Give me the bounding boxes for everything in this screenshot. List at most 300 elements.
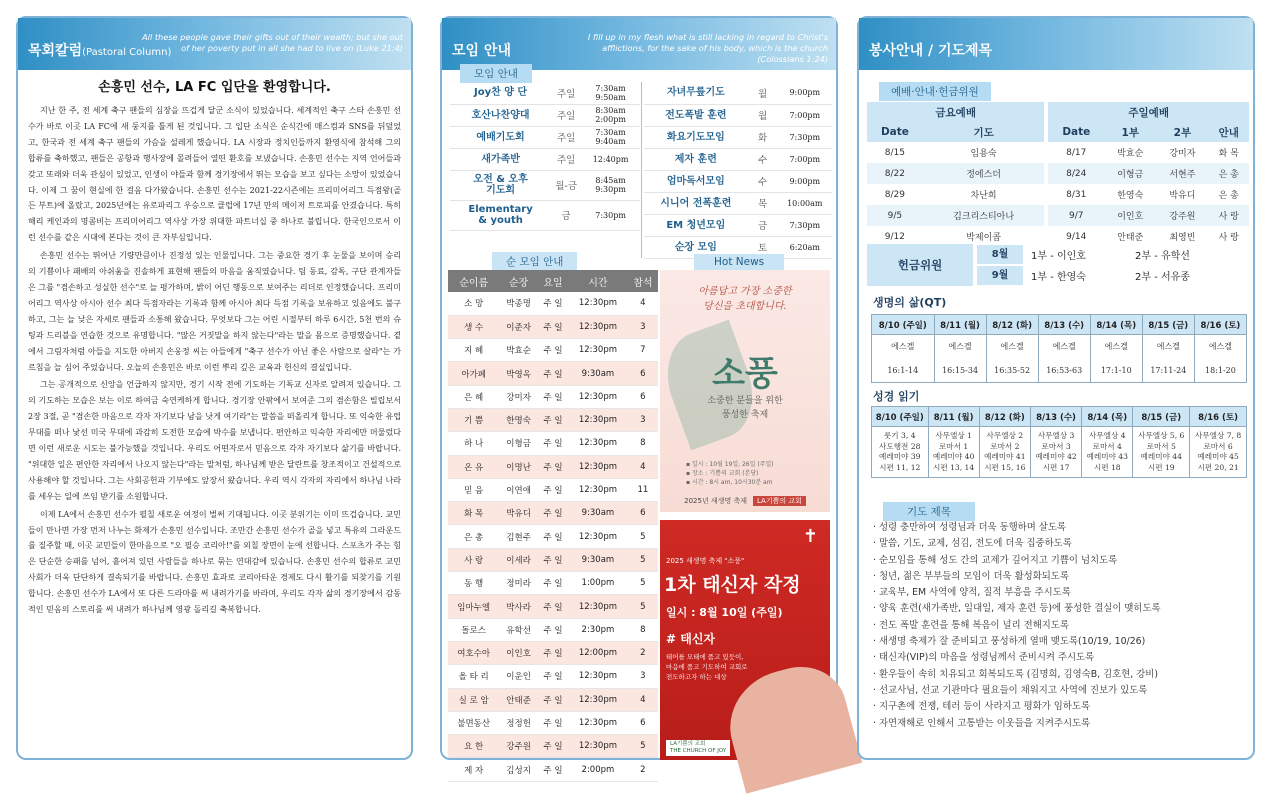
soon-table xyxy=(448,270,658,782)
soon-cell: 주 일 xyxy=(538,595,568,618)
meeting-row xyxy=(644,148,832,170)
soon-cell: 주 일 xyxy=(538,525,568,548)
prayer-text: 환우들이 속히 치유되고 회복되도록 (김명희, 김영숙B, 김호현, 강비) xyxy=(878,668,1158,680)
meeting-day: 금 xyxy=(551,200,581,230)
meeting-time: 7:30pm xyxy=(778,126,832,148)
service-cell: 9/12 xyxy=(884,231,906,242)
qt-day: 8/14 (목) xyxy=(1090,315,1142,335)
soon-row xyxy=(448,385,658,408)
qt-book: 에스겔 xyxy=(1142,335,1194,359)
meeting-name: EM 청년모임 xyxy=(644,214,748,236)
meeting-time: 7:30am 9:50am xyxy=(581,82,640,104)
meeting-name: 엄마독서모임 xyxy=(644,170,748,192)
bible-day: 8/10 (주일) xyxy=(872,407,929,427)
soon-cell: 사 랑 xyxy=(448,548,499,571)
soon-cell: 6 xyxy=(628,502,658,525)
meeting-name: 제자 훈련 xyxy=(644,148,748,170)
service-cell: 9/14 xyxy=(1066,231,1087,242)
soon-row xyxy=(448,711,658,734)
meeting-day: 수 xyxy=(748,170,778,192)
soon-cell: 1:00pm xyxy=(568,572,628,595)
article-paragraph: 지난 한 주, 전 세계 축구 팬들의 심장을 뜨겁게 달군 소식이 있었습니다. 세계적인 축구 스타 손흥민 선수가 바로 이곳 LA FC에 새 둥지를 틀게 된 것입니다. 그 입단 소식은 순식간에 매스컴과 SNS를 뒤덮었고, 한국과 전 세계 축구 팬들의 가슴을 설레게 했습니다. LA 시장과 정치인들까지 환영식에 참석해 그의 합류를 축하했고, 팬들은 공항과 행사장에 몰려들어 열띤 환호를 보냈습니다. 손흥민 선수는 지역 언어들과 갖고 또래와 더욱 관심이 있었고, 인생이 야들과 함께 경기장에서 뛰는 모습을 보고 싶다는 소망이 있었습니다. 이제 그 꿈이 현실에 한 걸음 다가왔습니다. 손흥민 선수는 2021-22시즌에는 프리미어리그 득점왕(골든 부트)에 올랐고, 2025년에는 유로파리그 우승으로 클럽에 17년 만의 메이저 트로피를 안겼습니다. 특히 해리 케인과의 명콤비는 프리미어리그 역사상 가장 위대한 파트너십 중 하나로 불립니다. 한국인으로서 이런 선수를 같은 시대에 본다는 것이 큰 자부심입니다. xyxy=(28,106,401,243)
soon-cell: 12:30pm xyxy=(568,432,628,455)
soon-cell: 주 일 xyxy=(538,665,568,688)
soon-cell: 6 xyxy=(628,385,658,408)
soon-cell: 동 행 xyxy=(448,572,499,595)
soon-cell: 5 xyxy=(628,595,658,618)
soon-cell: 믿 음 xyxy=(448,478,499,501)
soon-row xyxy=(448,525,658,548)
prayer-item xyxy=(873,536,1245,552)
meeting-name: 새가족반 xyxy=(450,148,551,170)
offering-label: 헌금위원 xyxy=(867,244,973,286)
service-cell: 한영숙 xyxy=(1117,191,1144,201)
service-cell: 9/7 xyxy=(1048,205,1104,226)
service-row xyxy=(867,163,1249,184)
poster-tagline: 아름답고 가장 소중한 당신을 초대합니다. xyxy=(698,286,792,312)
soon-cell: 9:30am xyxy=(568,548,628,571)
soon-cell: 주 일 xyxy=(538,408,568,431)
soon-label: 순 모임 안내 xyxy=(492,250,577,271)
prayer-label: 기도 제목 xyxy=(883,500,975,521)
prayer-text: 전도 폭발 훈련을 통해 복음이 널리 전해지도록 xyxy=(878,619,1069,631)
soon-header: 시간 xyxy=(568,270,628,292)
qt-day: 8/15 (금) xyxy=(1142,315,1194,335)
prayer-item xyxy=(873,553,1245,569)
service-cell: 안태준 xyxy=(1117,233,1144,243)
bullet-icon: · xyxy=(873,636,879,648)
soon-cell: 화 목 xyxy=(448,502,499,525)
service-cell: 8/31 xyxy=(1066,189,1087,200)
soon-cell: 9:30am xyxy=(568,362,628,385)
soon-cell: 12:30pm xyxy=(568,385,628,408)
poster2-title: 1차 태신자 작정 xyxy=(664,574,801,596)
poster-footer: 2025년 새생명 축제 LA기쁨의 교회 xyxy=(660,496,830,506)
soon-cell: 2 xyxy=(628,758,658,781)
qt-day: 8/11 (월) xyxy=(934,315,986,335)
bible-reading: 사무엘상 1 로마서 1 예레미야 40 시편 13, 14 xyxy=(928,427,979,478)
meeting-row xyxy=(644,104,832,126)
qt-book: 에스겔 xyxy=(986,335,1038,359)
soon-row xyxy=(448,665,658,688)
meeting-row xyxy=(644,214,832,236)
pastoral-column-panel xyxy=(16,16,413,760)
soon-cell: 주 일 xyxy=(538,688,568,711)
soon-cell: 제 자 xyxy=(448,758,499,781)
prayer-text: 교육부, EM 사역에 양적, 질적 부흥을 주시도록 xyxy=(878,587,1071,599)
soon-cell: 6 xyxy=(628,362,658,385)
meeting-time: 6:20am xyxy=(778,236,832,258)
bible-day: 8/14 (목) xyxy=(1082,407,1133,427)
article-paragraph: 이제 LA에서 손흥민 선수가 펼칠 새로운 여정이 벌써 기대됩니다. 이곳 분위기는 이미 뜨겁습니다. 교민들이 만나면 가장 먼저 나누는 화제가 손흥민 선수입니다. 조만간 손흥민 선수가 골을 넣고 특유의 그라운드를 질주할 때, 이곳 교민들이 한마음으로 "오 필승 코리아!"를 외칠 장면이 눈에 선합니다. 스포츠가 주는 힘은 단순한 승패를 넘어, 흩어져 있던 사람들을 하나로 묶는 연대감에 있습니다. 손흥민 선수의 합류로 교민 사회가 더욱 단단하게 결속되기를 바랍니다. 손흥민 효과로 코리아타운 경제도 다시 활기를 되찾기를 기원합니다. 손흥민 선수가 LA에서 또 다른 드라마를 써 내려가기를 바라며, 우리도 각자 삶의 경기장에서 감동적인 믿음의 스토리를 써 내려가 하나님께 영광 돌리길 축복합니다. xyxy=(28,509,401,615)
bullet-icon: · xyxy=(873,522,879,533)
bullet-icon: · xyxy=(873,619,879,631)
bible-table xyxy=(871,406,1247,478)
meetings-left-table xyxy=(450,82,640,231)
soon-cell: 4 xyxy=(628,688,658,711)
bible-reading: 사무엘상 7, 8 로마서 6 예레미야 45 시편 20, 21 xyxy=(1190,427,1247,478)
bible-label: 성경 읽기 xyxy=(873,390,920,403)
poster2-tag: # 태신자 xyxy=(666,632,716,646)
soon-cell: 실 로 암 xyxy=(448,688,499,711)
soon-cell: 박사라 xyxy=(499,595,538,618)
soon-cell: 8 xyxy=(628,432,658,455)
prayer-list xyxy=(873,520,1245,732)
divider xyxy=(641,82,642,258)
prayer-item xyxy=(873,585,1245,601)
meeting-time: 7:30am 9:40am xyxy=(581,126,640,148)
service-cell: 화 목 xyxy=(1218,149,1239,159)
service-cell: 8/29 xyxy=(884,189,906,200)
soon-row xyxy=(448,735,658,758)
prayer-item xyxy=(873,683,1245,699)
soon-cell: 2 xyxy=(628,641,658,664)
meeting-row xyxy=(644,126,832,148)
bible-day: 8/16 (토) xyxy=(1190,407,1247,427)
prayer-text: 선교사님, 선교 기관마다 필요들이 채워지고 사역에 진보가 있도록 xyxy=(878,684,1148,696)
soon-cell: 12:30pm xyxy=(568,595,628,618)
prayer-text: 순모임을 통해 성도 간의 교제가 깊어지고 기쁨이 넘치도록 xyxy=(878,554,1118,566)
qt-ref: 16:53-63 xyxy=(1038,359,1090,383)
column-header xyxy=(18,18,411,70)
prayer-item xyxy=(873,569,1245,585)
service-cell: 차난희 xyxy=(970,191,997,201)
soon-cell: 온 유 xyxy=(448,455,499,478)
soon-cell: 주 일 xyxy=(538,572,568,595)
service-row xyxy=(867,142,1249,163)
prayer-text: 성령 충만하여 성령님과 더욱 동행하며 살도록 xyxy=(878,522,1066,533)
soon-cell: 주 일 xyxy=(538,735,568,758)
soon-cell: 정정헌 xyxy=(499,711,538,734)
soon-cell: 주 일 xyxy=(538,432,568,455)
soon-row xyxy=(448,548,658,571)
prayer-item xyxy=(873,650,1245,666)
service-cell: 은 총 xyxy=(1208,163,1249,184)
soon-cell: 12:30pm xyxy=(568,408,628,431)
service-cell: 8/17 xyxy=(1066,147,1087,158)
qt-table xyxy=(871,314,1247,383)
meeting-name: 예배기도회 xyxy=(450,126,551,148)
meeting-row xyxy=(644,82,832,104)
meeting-row xyxy=(644,170,832,192)
qt-day: 8/16 (토) xyxy=(1194,315,1246,335)
offering-second: 2부 - 서유종 xyxy=(1135,272,1190,283)
meeting-day: 금 xyxy=(748,214,778,236)
meeting-name: 순장 모임 xyxy=(644,236,748,258)
soon-cell: 이인호 xyxy=(499,641,538,664)
meeting-row xyxy=(450,200,640,230)
bullet-icon: · xyxy=(873,701,879,713)
service-cell: 은 총 xyxy=(1218,191,1239,201)
meeting-name: Elementary & youth xyxy=(450,200,551,230)
meeting-time: 7:00pm xyxy=(778,104,832,126)
qt-day: 8/12 (화) xyxy=(986,315,1038,335)
meeting-row xyxy=(450,126,640,148)
bullet-icon: · xyxy=(873,652,879,664)
soon-cell: 주 일 xyxy=(538,478,568,501)
soon-cell: 12:30pm xyxy=(568,478,628,501)
soon-cell: 이형금 xyxy=(499,432,538,455)
soon-cell: 주 일 xyxy=(538,711,568,734)
soon-cell: 김성지 xyxy=(499,758,538,781)
qt-book: 에스겔 xyxy=(1090,335,1142,359)
poster2-date: 일시 : 8월 10일 (주일) xyxy=(666,606,783,619)
meeting-row xyxy=(450,82,640,104)
bible-reading: 룻기 3, 4 사도행전 28 예레미야 39 시편 11, 12 xyxy=(872,427,929,478)
soon-cell: 주 일 xyxy=(538,455,568,478)
bible-day: 8/11 (월) xyxy=(928,407,979,427)
service-panel xyxy=(857,16,1255,760)
meeting-row xyxy=(450,148,640,170)
prayer-item xyxy=(873,634,1245,650)
soon-cell: 12:30pm xyxy=(568,688,628,711)
soon-cell: 여호수아 xyxy=(448,641,499,664)
qt-ref: 16:15-34 xyxy=(934,359,986,383)
soon-cell: 박효순 xyxy=(499,339,538,362)
meeting-name: 자녀무릎기도 xyxy=(644,82,748,104)
soon-cell: 박종명 xyxy=(499,292,538,315)
bullet-icon: · xyxy=(873,603,879,615)
prayer-item xyxy=(873,520,1245,536)
service-header-cell: 안내 xyxy=(1208,122,1249,142)
offering-second: 2부 - 유학선 xyxy=(1135,251,1190,262)
service-cell: 정에스더 xyxy=(923,163,1045,184)
soon-cell: 기 쁨 xyxy=(448,408,499,431)
offering-list xyxy=(977,244,1247,286)
meeting-name: 오전 & 오후 기도회 xyxy=(450,170,551,200)
soon-cell: 소 망 xyxy=(448,292,499,315)
soon-cell: 유학선 xyxy=(499,618,538,641)
soon-cell: 이연애 xyxy=(499,478,538,501)
soon-row xyxy=(448,758,658,781)
bullet-icon: · xyxy=(873,684,879,696)
soon-cell: 불면동산 xyxy=(448,711,499,734)
soon-cell: 12:30pm xyxy=(568,315,628,338)
soon-cell: 12:30pm xyxy=(568,735,628,758)
soon-cell: 주 일 xyxy=(538,339,568,362)
soon-row xyxy=(448,595,658,618)
qt-book: 에스겔 xyxy=(1194,335,1246,359)
soon-cell: 5 xyxy=(628,525,658,548)
meeting-day: 주일 xyxy=(551,104,581,126)
service-header-cell: Date xyxy=(867,122,923,142)
meeting-time: 7:00pm xyxy=(778,148,832,170)
meeting-title: 모임 안내 xyxy=(452,43,511,59)
service-title: 봉사안내 / 기도제목 xyxy=(869,43,993,59)
prayer-text: 말씀, 기도, 교제, 섬김, 전도에 더욱 집중하도록 xyxy=(878,538,1072,550)
soon-cell: 12:00pm xyxy=(568,641,628,664)
soon-header: 참석 xyxy=(628,270,658,292)
soon-header: 요일 xyxy=(538,270,568,292)
friday-label: 금요예배 xyxy=(867,102,1044,122)
qt-book: 에스겔 xyxy=(872,335,935,359)
soon-cell: 2:30pm xyxy=(568,618,628,641)
bible-reading: 사무엘상 4 로마서 4 예레미야 43 시편 18 xyxy=(1082,427,1133,478)
meeting-name: 시니어 전폭훈련 xyxy=(644,192,748,214)
bible-reading: 사무엘상 3 로마서 3 예레미야 42 시편 17 xyxy=(1030,427,1081,478)
service-row xyxy=(867,184,1249,205)
qt-ref: 16:1-14 xyxy=(872,359,935,383)
soon-cell: 강주원 xyxy=(499,735,538,758)
column-title: 목회칼럼(Pastoral Column) xyxy=(28,43,172,59)
bible-day: 8/13 (수) xyxy=(1030,407,1081,427)
bible-reading: 사무엘상 5, 6 로마서 5 예레미야 44 시편 19 xyxy=(1133,427,1190,478)
meeting-time: 8:30am 2:00pm xyxy=(581,104,640,126)
soon-cell: 김현주 xyxy=(499,525,538,548)
bullet-icon: · xyxy=(873,554,879,566)
prayer-item xyxy=(873,699,1245,715)
soon-row xyxy=(448,688,658,711)
service-header-cell: Date xyxy=(1048,122,1104,142)
meeting-panel xyxy=(440,16,838,776)
meeting-day: 주일 xyxy=(551,126,581,148)
prayer-item xyxy=(873,667,1245,683)
offering-row xyxy=(977,244,1247,265)
soon-cell: 주 일 xyxy=(538,362,568,385)
soon-row xyxy=(448,432,658,455)
column-verse: All these people gave their gifts out of their wealth; but she out of her poverty put in all she had to live on (Luke 21:4) xyxy=(142,32,403,53)
soon-cell: 3 xyxy=(628,408,658,431)
soon-cell: 주 일 xyxy=(538,641,568,664)
soon-cell: 12:30pm xyxy=(568,292,628,315)
article-paragraph: 손흥민 선수는 뛰어난 기량만큼이나 진정성 있는 인물입니다. 그는 중요한 경기 후 눈물을 보이며 승리의 기쁨이나 패배의 아쉬움을 진솔하게 표현해 팬들의 마음을 움직였습니다. 팀 동료, 감독, 구단 관계자들은 그를 "겸손하고 성실한 선수"로 늘 평가하며, 밝이 어딘 행동으로 보여주는 리더로 인정했습니다. 프리미어리그 역사상 아시아 선수 최다 득점자라는 기록과 함께 아시아 최다 득점 기록을 보유하고 있음에도 불구하고, 그는 늘 낮은 자세로 팬들과 소통해 왔습니다. 무엇보다 그는 어린 시절부터 하루 6시간, 5천 번의 슈팅과 드리블을 연습한 것으로 유명합니다. "많은 거짓말을 하지 않는다"라는 말을 몸으로 증명했습니다. 곁에서 그림자처럼 아들을 지도한 아버지 손웅정 씨는 아들에게 "축구 선수가 아닌 좋은 사람으로 살라"는 가르침을 늘 심어 주었습니다. 오늘의 손흥민은 바로 이런 뿌리 깊은 교육과 헌신의 결실입니다. xyxy=(28,251,401,372)
soon-cell: 5 xyxy=(628,572,658,595)
soon-cell: 9:30am xyxy=(568,502,628,525)
meeting-day: 수 xyxy=(748,148,778,170)
soon-cell: 요 한 xyxy=(448,735,499,758)
qt-ref: 17:11-24 xyxy=(1142,359,1194,383)
soon-cell: 12:30pm xyxy=(568,711,628,734)
soon-cell: 이준자 xyxy=(499,315,538,338)
soon-cell: 은 혜 xyxy=(448,385,499,408)
soon-cell: 이운인 xyxy=(499,665,538,688)
service-cell: 박유디 xyxy=(1169,191,1196,201)
bullet-icon: · xyxy=(873,668,879,680)
meetings-right-table xyxy=(644,82,832,259)
meeting-time: 8:45am 9:30pm xyxy=(581,170,640,200)
meeting-day: 월 xyxy=(748,82,778,104)
qt-ref: 18:1-20 xyxy=(1194,359,1246,383)
poster-info: ▪ 일시 : 10월 19일, 26일 (주일) ▪ 장소 : 기쁨의 교회 (본당) ▪ 시간 : 8시 am, 10시30분 am xyxy=(686,461,774,486)
soon-row xyxy=(448,641,658,664)
meeting-day: 토 xyxy=(748,236,778,258)
meeting-label: 모임 안내 xyxy=(460,62,532,83)
service-cell: 임용숙 xyxy=(970,149,997,159)
soon-cell: 아가페 xyxy=(448,362,499,385)
poster2-church: LA기쁨의 교회 THE CHURCH OF JOY xyxy=(666,740,730,756)
offering-row xyxy=(977,265,1247,286)
offering-first: 1부 - 한영숙 xyxy=(1031,272,1086,283)
prayer-text: 자연재해로 인해서 고통받는 이웃들을 지켜주시도록 xyxy=(878,717,1091,729)
prayer-text: 지구촌에 전쟁, 테러 등이 사라지고 평화가 임하도록 xyxy=(878,701,1091,713)
service-cell: 박제이콥 xyxy=(966,233,1001,243)
meeting-name: 화요기도모임 xyxy=(644,126,748,148)
service-cell: 이인호 xyxy=(1104,205,1156,226)
meeting-day: 주일 xyxy=(551,82,581,104)
article-paragraph: 그는 공개적으로 신앙을 언급하지 않지만, 경기 시작 전에 기도하는 기독교 신자로 알려져 있습니다. 그의 기도하는 모습은 보는 이로 하여금 숙연케하게 합니다. 경기장 안팎에서 보여준 그의 겸손함은 빌립보서 2장 3절, 곧 "겸손한 마음으로 각자 자기보다 남을 낫게 여기라"는 말씀을 떠올리게 합니다. 또 익숙한 유럽 무대를 떠나 낯선 미국 무대에 과감히 도전한 모습에 박수를 보냅니다. 편안하고 익숙한 자리에만 머물렀다면 이런 새로운 시도는 불가능했을 것입니다. 우리도 어떤자로서 믿음으로 각자 자기보다 삶기를 바랍니다. "위대한 일은 편안한 자리에서 나오지 않는다"라는 말처럼, 하나님께 받은 달란트를 창조적이고 건설적으로 사용해야 할 것입니다. 그는 사회공헌과 기부에도 앞장서 왔습니다. 우리 역시 각자의 자리에서 하나님 나라를 세우는 일에 쓰임 받기를 소원합니다. xyxy=(28,380,401,501)
soon-cell: 하 나 xyxy=(448,432,499,455)
soon-cell: 박유디 xyxy=(499,502,538,525)
service-cell: 강주원 xyxy=(1156,205,1208,226)
soon-cell: 주 일 xyxy=(538,315,568,338)
meeting-time: 10:00am xyxy=(778,192,832,214)
soon-cell: 주 일 xyxy=(538,385,568,408)
prayer-text: 태신자(VIP)의 마음을 성령님께서 준비시켜 주시도록 xyxy=(878,652,1095,664)
meeting-time: 9:00pm xyxy=(778,82,832,104)
soon-row xyxy=(448,339,658,362)
qt-book: 에스겔 xyxy=(1038,335,1090,359)
soon-cell: 은 총 xyxy=(448,525,499,548)
soon-row xyxy=(448,572,658,595)
article-title: 손흥민 선수, LA FC 입단을 환영합니다. xyxy=(98,80,331,95)
service-cell: 김크리스티아나 xyxy=(923,205,1045,226)
soon-cell: 안태준 xyxy=(499,688,538,711)
soon-row xyxy=(448,502,658,525)
service-cell: 최영빈 xyxy=(1169,233,1196,243)
meeting-row xyxy=(450,170,640,200)
prayer-item xyxy=(873,601,1245,617)
service-cell: 서현주 xyxy=(1156,163,1208,184)
soon-cell: 돌로스 xyxy=(448,618,499,641)
soon-cell: 5 xyxy=(628,548,658,571)
qt-book: 에스겔 xyxy=(934,335,986,359)
soon-row xyxy=(448,292,658,315)
soon-cell: 주 일 xyxy=(538,548,568,571)
soon-row xyxy=(448,362,658,385)
meeting-name: Joy찬 양 단 xyxy=(450,82,551,104)
service-cell: 9/5 xyxy=(867,205,923,226)
soon-cell: 12:30pm xyxy=(568,665,628,688)
poster-sub: 소중한 분들을 위한 풍성한 축제 xyxy=(707,396,783,420)
prayer-item xyxy=(873,716,1245,732)
service-row xyxy=(867,205,1249,226)
soon-cell: 5 xyxy=(628,735,658,758)
soon-cell: 8 xyxy=(628,618,658,641)
soon-cell: 올 타 리 xyxy=(448,665,499,688)
poster2-top: 2025 새생명 축제 "소풍" xyxy=(666,557,745,565)
offering-first: 1부 - 이인호 xyxy=(1031,251,1086,262)
qt-ref: 16:35-52 xyxy=(986,359,1038,383)
soon-cell: 3 xyxy=(628,665,658,688)
taesinja-poster[interactable] xyxy=(660,520,830,760)
poster2-desc: 태어를 모태에 품고 있듯이, 마음에 품고 기도하여 교회로 전도하고자 하는 대상 xyxy=(666,653,748,681)
soon-cell: 강미자 xyxy=(499,385,538,408)
bullet-icon: · xyxy=(873,538,879,550)
soon-cell: 4 xyxy=(628,455,658,478)
soon-row xyxy=(448,618,658,641)
prayer-text: 새생명 축제가 잘 준비되고 풍성하게 열매 맺도록(10/19, 10/26) xyxy=(878,636,1146,648)
meeting-time: 7:30pm xyxy=(778,214,832,236)
cross-icon: ✝ xyxy=(802,526,818,547)
meeting-time: 7:30pm xyxy=(581,200,640,230)
festival-poster[interactable] xyxy=(660,270,830,512)
service-cell: 사 랑 xyxy=(1208,205,1249,226)
service-header-cell: 2부 xyxy=(1156,122,1208,142)
meeting-time: 12:40pm xyxy=(581,148,640,170)
service-cell: 강미자 xyxy=(1169,149,1196,159)
service-header xyxy=(859,18,1253,70)
soon-cell: 박영옥 xyxy=(499,362,538,385)
meeting-row xyxy=(644,192,832,214)
soon-cell: 지 혜 xyxy=(448,339,499,362)
soon-cell: 임마누엘 xyxy=(448,595,499,618)
service-cell: 박효순 xyxy=(1117,149,1144,159)
poster-title: 소풍 xyxy=(712,354,778,394)
service-cell: 이형금 xyxy=(1104,163,1156,184)
sunday-label: 주일예배 xyxy=(1048,102,1249,122)
service-cell: 사 랑 xyxy=(1218,233,1239,243)
soon-cell: 주 일 xyxy=(538,758,568,781)
